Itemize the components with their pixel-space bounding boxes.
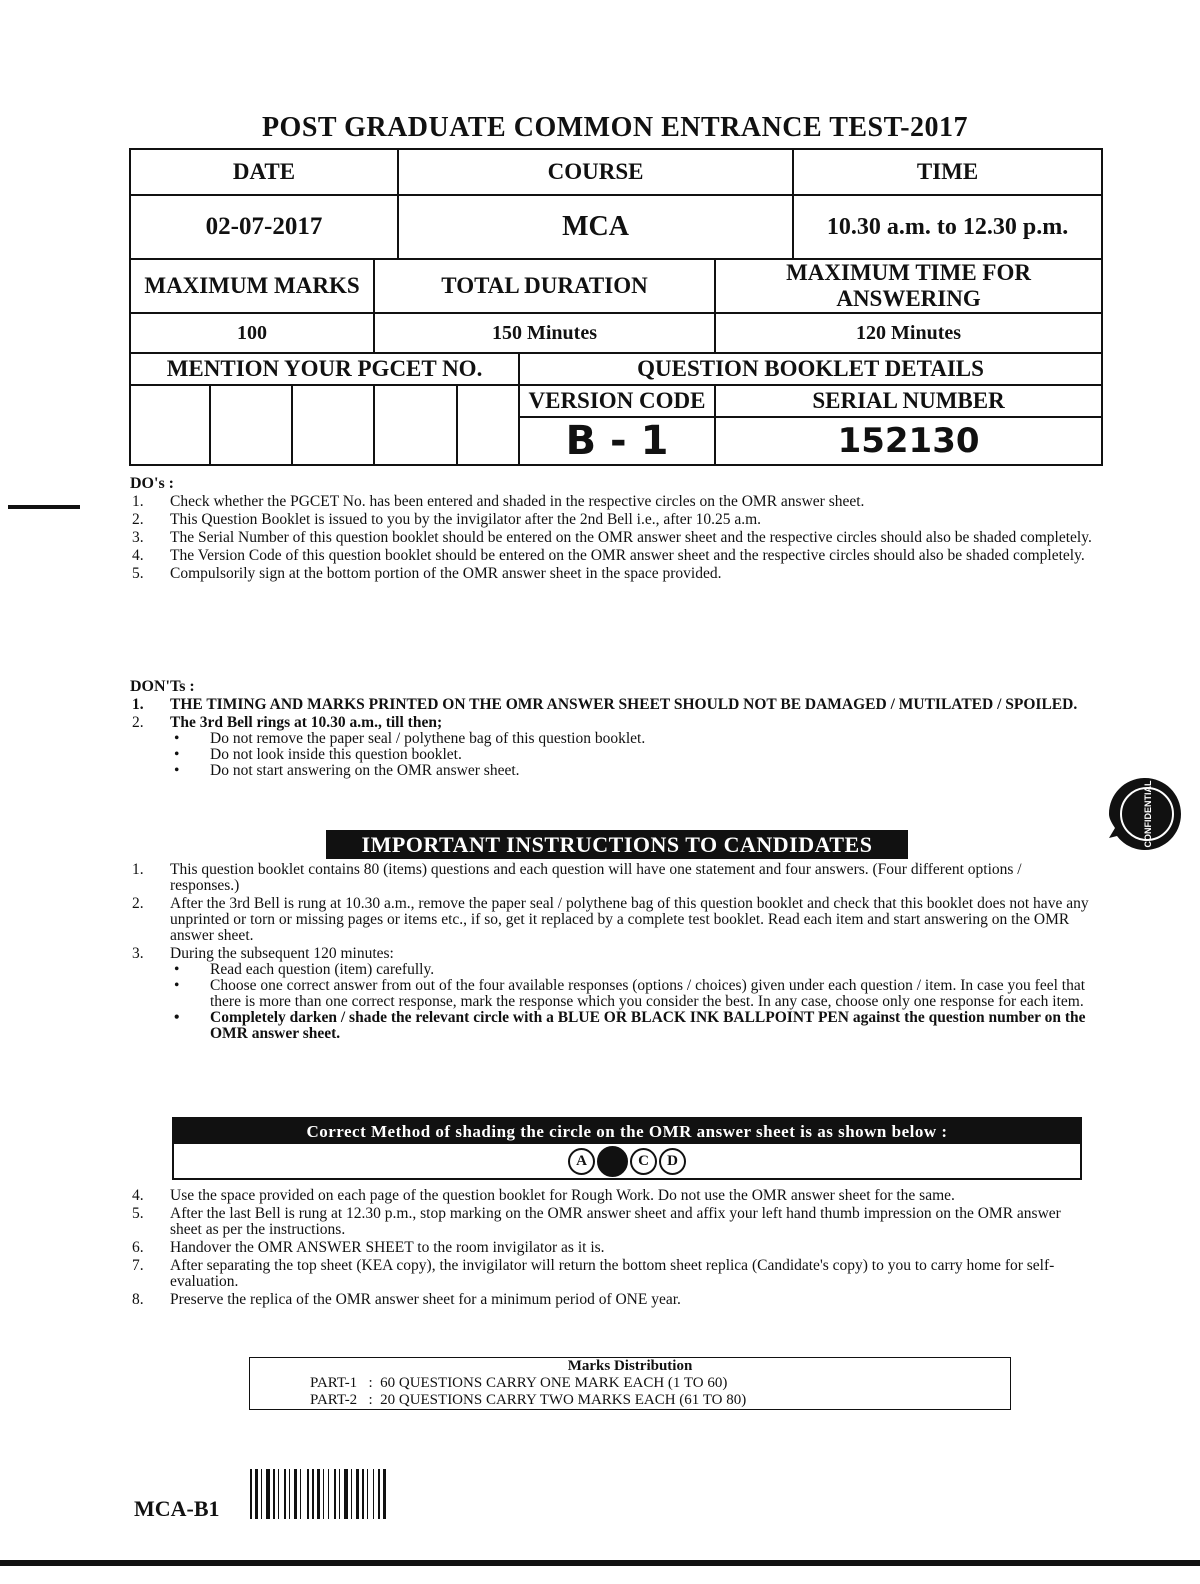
barcode-bar <box>255 1469 258 1519</box>
donts-section <box>130 697 1093 781</box>
pgcet-box[interactable] <box>130 385 210 465</box>
barcode-bar <box>250 1469 252 1519</box>
barcode-bar <box>367 1469 368 1519</box>
instruction-bullet: • Choose one correct answer from out of the four available responses (options / choices) given under each question / item. In case you feel that there is more than one correct response, mark the response which you consider the best. In any case, choose only one response for each item. <box>170 978 1093 1010</box>
omr-example-heading: Correct Method of shading the circle on the OMR answer sheet is as shown below : <box>174 1119 1080 1144</box>
instruction-item: 1. This question booklet contains 80 (items) questions and each question will have one statement and four answers. (Four different options / responses.) <box>132 861 1022 894</box>
instructions-section-2 <box>130 1188 1093 1310</box>
barcode-bar <box>339 1469 340 1519</box>
dos-item: 2. This Question Booklet is issued to you by the invigilator after the 2nd Bell i.e., after 10.25 a.m. <box>132 511 762 528</box>
dos-item: 3. The Serial Number of this question booklet should be entered on the OMR answer sheet and the respective circles should also be shaded completely. <box>132 529 1092 546</box>
barcode-bar <box>312 1469 314 1519</box>
instruction-bullet: • Completely darken / shade the relevant circle with a BLUE OR BLACK INK BALLPOINT PEN against the question number on the OMR answer sheet. <box>170 1010 1093 1042</box>
booklet-code: MCA-B1 <box>134 1496 220 1521</box>
barcode-bar <box>383 1469 386 1519</box>
date-label: DATE <box>130 149 398 195</box>
donts-item-1: 1. THE TIMING AND MARKS PRINTED ON THE OMR ANSWER SHEET SHOULD NOT BE DAMAGED / MUTILATED / SPOILED. <box>132 696 1078 713</box>
dos-section <box>130 494 1093 584</box>
dos-item: 5. Compulsorily sign at the bottom portion of the OMR answer sheet in the space provided. <box>132 565 722 582</box>
instruction-item: 7. After separating the top sheet (KEA copy), the invigilator will return the bottom sheet replica (Candidate's copy) to you to carry home for self-evaluation. <box>132 1257 1055 1290</box>
donts-bullet: • Do not start answering on the OMR answer sheet. <box>170 763 1093 779</box>
barcode-bar <box>307 1469 309 1519</box>
confidential-seal-icon <box>1105 772 1185 856</box>
instruction-bullet: • Read each question (item) carefully. <box>170 962 1093 978</box>
instruction-item: 8. Preserve the replica of the OMR answer sheet for a minimum period of ONE year. <box>132 1291 681 1308</box>
total-duration: 150 Minutes <box>374 313 715 353</box>
answer-time: 120 Minutes <box>715 313 1102 353</box>
exam-date: 02-07-2017 <box>130 195 398 259</box>
barcode-bar <box>284 1469 286 1519</box>
marks-heading: Marks Distribution <box>567 1358 693 1374</box>
version-code: B - 1 <box>519 417 715 465</box>
barcode-bar <box>261 1469 262 1519</box>
barcode-bar <box>294 1469 297 1519</box>
exam-time: 10.30 a.m. to 12.30 p.m. <box>793 195 1102 259</box>
barcode-bar <box>334 1469 336 1519</box>
exam-course: MCA <box>398 195 793 259</box>
donts-bullets <box>170 731 1093 779</box>
barcode-image <box>250 1469 475 1519</box>
pgcet-box[interactable] <box>374 385 457 465</box>
barcode-bar <box>289 1469 290 1519</box>
bottom-rule <box>0 1560 1200 1566</box>
barcode-bar <box>266 1469 270 1519</box>
omr-circle-b-filled <box>597 1146 628 1177</box>
pgcet-box[interactable] <box>210 385 292 465</box>
time-label: TIME <box>793 149 1102 195</box>
barcode-bar <box>328 1469 329 1519</box>
instructions-section <box>130 862 1093 1044</box>
instructions-heading: IMPORTANT INSTRUCTIONS TO CANDIDATES <box>326 830 908 859</box>
dos-item: 1. Check whether the PGCET No. has been entered and shaded in the respective circles on the OMR answer sheet. <box>132 493 865 510</box>
donts-bullet: • Do not remove the paper seal / polythene bag of this question booklet. <box>170 731 1093 747</box>
pgcet-box[interactable] <box>292 385 374 465</box>
marks-part-1: PART-1 : 60 QUESTIONS CARRY ONE MARK EACH (1 TO 60) <box>310 1375 728 1391</box>
barcode-bar <box>378 1469 380 1519</box>
omr-shading-example <box>172 1117 1082 1180</box>
barcode-bar <box>273 1469 275 1519</box>
barcode-bar <box>351 1469 352 1519</box>
dos-list <box>130 494 1093 582</box>
serial-number-label: SERIAL NUMBER <box>715 385 1102 417</box>
marks-distribution-box <box>249 1357 1011 1410</box>
barcode-bar <box>362 1469 364 1519</box>
barcode-bar <box>300 1469 301 1519</box>
course-label: COURSE <box>398 149 793 195</box>
instruction-item: 5. After the last Bell is rung at 12.30 p.m., stop marking on the OMR answer sheet and affix your left hand thumb impression on the OMR answer sheet as per the instructions. <box>132 1205 1061 1238</box>
answer-time-label: MAXIMUM TIME FOR ANSWERING <box>715 259 1102 313</box>
seal-text: CONFIDENTIAL <box>1143 780 1153 848</box>
barcode-bar <box>317 1469 320 1519</box>
donts-heading: DON'Ts : <box>130 678 195 695</box>
omr-circle-a: A <box>568 1148 595 1175</box>
serial-number: 152130 <box>715 417 1102 465</box>
dos-item: 4. The Version Code of this question booklet should be entered on the OMR answer sheet and the respective circles should also be shaded completely. <box>132 547 1085 564</box>
pgcet-box[interactable] <box>457 385 519 465</box>
version-code-label: VERSION CODE <box>519 385 715 417</box>
exam-info-table <box>129 148 1103 466</box>
instruction-item: 6. Handover the OMR ANSWER SHEET to the room invigilator as it is. <box>132 1239 605 1256</box>
barcode-bar <box>356 1469 359 1519</box>
max-marks-label: MAXIMUM MARKS <box>130 259 374 313</box>
margin-mark <box>8 505 80 509</box>
duration-label: TOTAL DURATION <box>374 259 715 313</box>
instruction-item: 2. After the 3rd Bell is rung at 10.30 a.m., remove the paper seal / polythene bag of this question booklet and check that this booklet does not have any unprinted or torn or missing pages or items etc., if so, get it replaced by a complete test booklet. Read each item and start answering on the OMR answer sheet. <box>132 895 1089 944</box>
instruction-item: 3. During the subsequent 120 minutes: • Read each question (item) carefully. • Choose one correct answer from out of the four available responses (options / choices) given under each question / item. In case you feel that there is more than one correct response, mark the response which you consider the best. In any case, choose only one response for each item. • Completely darken / shade the relevant circle with a BLUE OR BLACK INK BALLPOINT PEN against the question number on the OMR answer sheet. <box>130 946 1093 1042</box>
instruction-item: 4. Use the space provided on each page of the question booklet for Rough Work. Do not use the OMR answer sheet for the same. <box>132 1187 955 1204</box>
max-marks: 100 <box>130 313 374 353</box>
omr-circle-c: C <box>630 1148 657 1175</box>
omr-example-circles <box>174 1144 1080 1178</box>
barcode-bar <box>323 1469 324 1519</box>
donts-bullet: • Do not look inside this question booklet. <box>170 747 1093 763</box>
donts-item-2: 2. The 3rd Bell rings at 10.30 a.m., till then; • Do not remove the paper seal / polythene bag of this question booklet. • Do not look inside this question booklet. • Do not start answering on the OMR answer sheet. <box>130 715 1093 779</box>
barcode-bar <box>373 1469 374 1519</box>
barcode-bar <box>278 1469 279 1519</box>
pgcet-label: MENTION YOUR PGCET NO. <box>130 353 519 385</box>
booklet-details-label: QUESTION BOOKLET DETAILS <box>519 353 1102 385</box>
page-title: POST GRADUATE COMMON ENTRANCE TEST-2017 <box>261 112 969 143</box>
barcode-bar <box>344 1469 348 1519</box>
dos-heading: DO's : <box>130 475 174 492</box>
omr-circle-d: D <box>659 1148 686 1175</box>
marks-part-2: PART-2 : 20 QUESTIONS CARRY TWO MARKS EACH (61 TO 80) <box>310 1392 747 1408</box>
